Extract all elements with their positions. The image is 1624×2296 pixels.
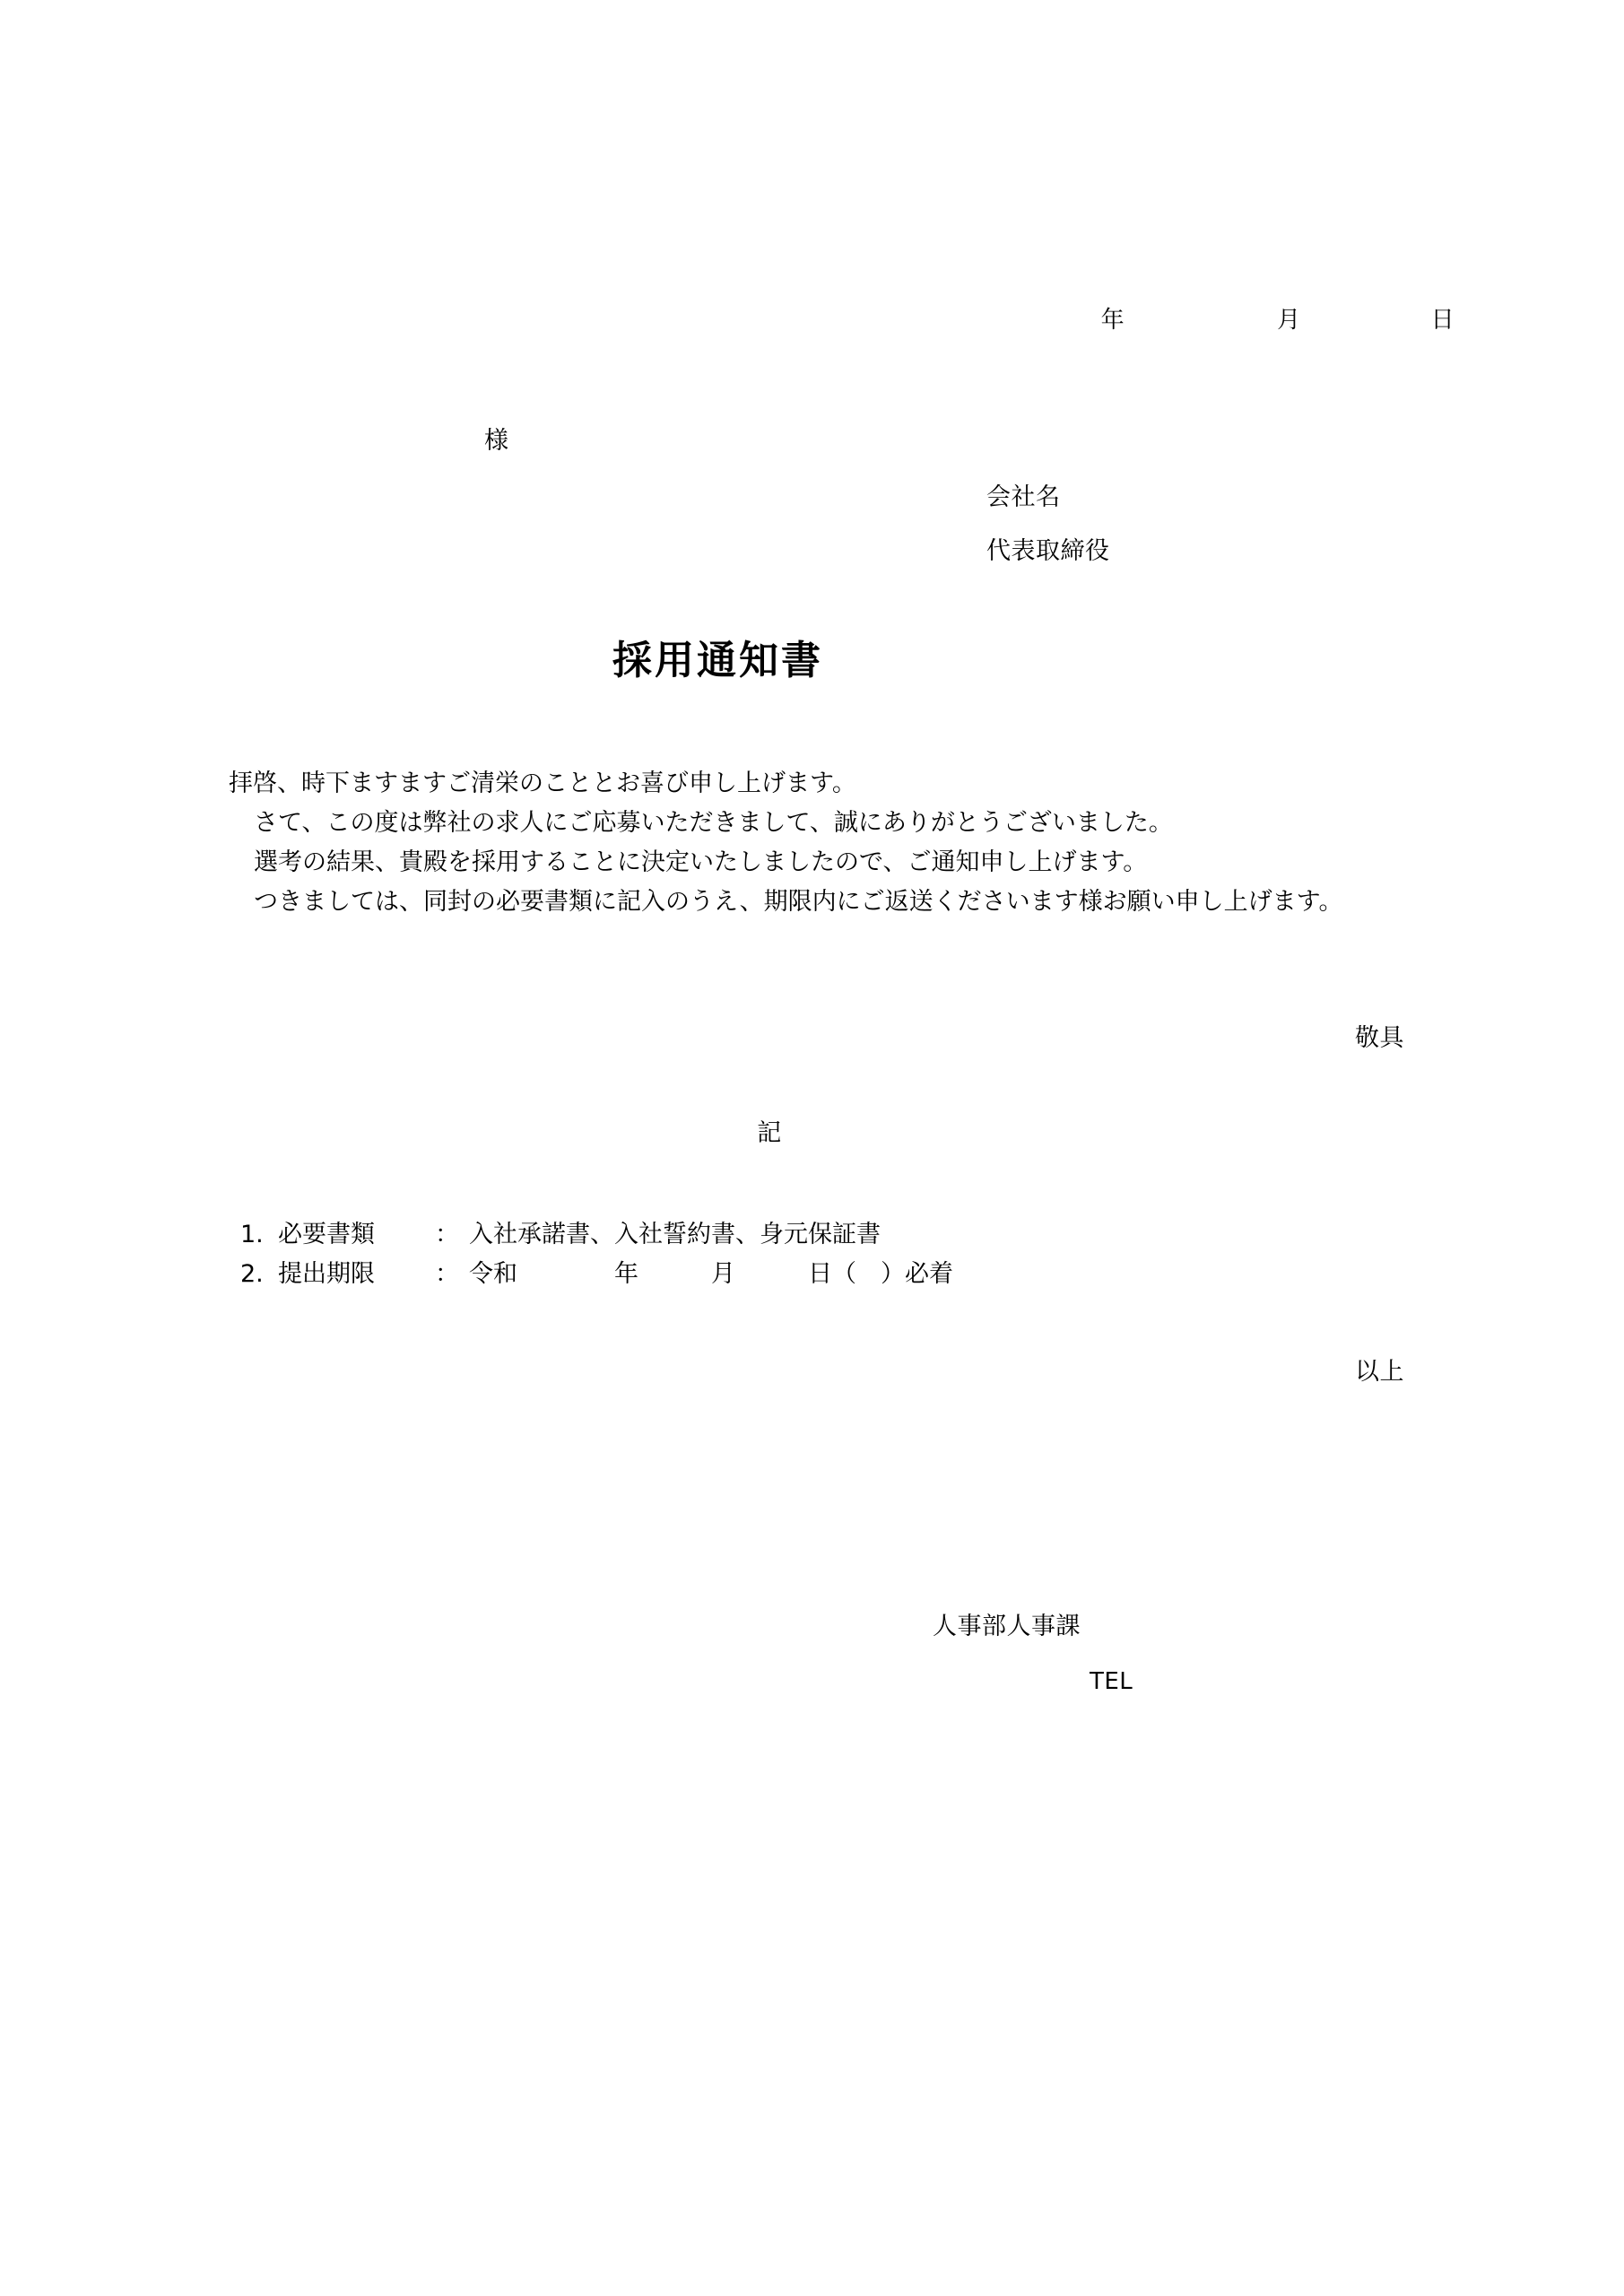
footer-department: 人事部人事課 — [933, 1613, 1081, 1640]
page-title — [0, 638, 1624, 683]
addressee-honorific: 様 — [484, 427, 509, 455]
closing-salutation: 敬具 — [1355, 1024, 1404, 1052]
item-number: 1. — [240, 1221, 264, 1248]
footer-tel-label: TEL — [1090, 1668, 1133, 1695]
company-representative-title: 代表取締役 — [986, 537, 1110, 565]
list-item — [240, 1215, 953, 1255]
item-value: 入社承諾書、入社誓約書、身元保証書 — [469, 1221, 881, 1248]
ki-marker — [0, 1121, 1624, 1145]
item-number: 2. — [240, 1259, 264, 1288]
item-colon: ： — [435, 1259, 459, 1288]
company-name-label: 会社名 — [986, 483, 1061, 511]
body-line-2: さて、この度は弊社の求人にご応募いただきまして、誠にありがとうございました。 — [254, 809, 1173, 837]
sincerely-marker: 以上 — [1355, 1358, 1404, 1386]
list-item — [240, 1255, 953, 1294]
item-colon: ： — [435, 1221, 459, 1248]
body-line-1: 拝啓、時下ますますご清栄のこととお喜び申し上げます。 — [229, 770, 856, 797]
date-row — [1054, 285, 1455, 355]
ki-marker-text: 記 — [757, 1119, 782, 1147]
body-line-3: 選考の結果、貴殿を採用することに決定いたしましたので、ご通知申し上げます。 — [254, 848, 1148, 876]
item-label: 提出期限 — [278, 1259, 375, 1288]
items-list — [240, 1215, 953, 1293]
item-value: 令和 年 月 日（ ）必着 — [469, 1259, 953, 1288]
date-day-label: 日 — [1430, 307, 1455, 334]
letter-body — [229, 764, 1403, 922]
page-title-text: 採用通知書 — [612, 638, 823, 683]
date-month-label: 月 — [1277, 307, 1301, 334]
item-label: 必要書類 — [278, 1221, 375, 1248]
date-year-label: 年 — [1100, 307, 1125, 334]
body-line-4: つきましては、同封の必要書類に記入のうえ、期限内にご返送くださいます様お願い申し上げます。 — [254, 888, 1343, 916]
